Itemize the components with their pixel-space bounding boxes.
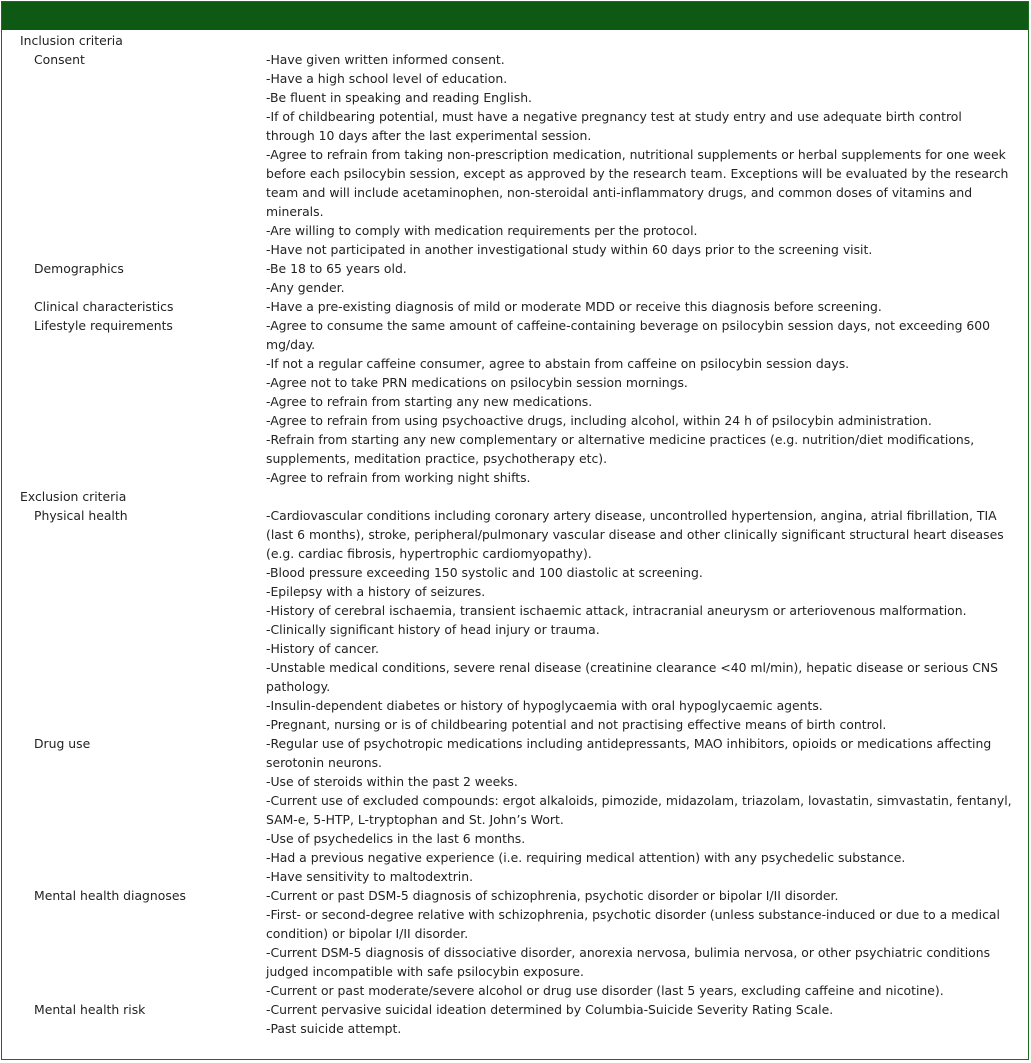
criterion-item: -Have sensitivity to maltodextrin. (266, 869, 474, 884)
criterion-item: -Pregnant, nursing or is of childbearing potential and not practising effective means of birth control. (266, 717, 887, 732)
criterion-item: -Current DSM-5 diagnosis of dissociative disorder, anorexia nervosa, bulimia nervosa, or other psychiatric conditions judged incompatible with safe psilocybin exposure. (266, 945, 991, 979)
criterion-item: -History of cerebral ischaemia, transient ischaemic attack, intracranial aneurysm or arteriovenous malformation. (266, 603, 967, 618)
criterion-item: -Unstable medical conditions, severe renal disease (creatinine clearance <40 ml/min), hepatic disease or serious CNS pathology. (266, 660, 999, 694)
criteria-list (266, 316, 1031, 487)
criterion-item: -Cardiovascular conditions including coronary artery disease, uncontrolled hypertension, angina, atrial fibrillation, TIA (last 6 months), stroke, peripheral/pulmonary vascular disease and other clinically significant structural heart diseases (e.g. cardiac fibrosis, hypertrophic cardiomyopathy). (266, 508, 1004, 561)
criterion-item: -Use of psychedelics in the last 6 months. (266, 831, 526, 846)
criteria-group (0, 734, 1031, 886)
criteria-group (0, 297, 1031, 316)
criteria-group (0, 50, 1031, 259)
criterion-item: -Refrain from starting any new complementary or alternative medicine practices (e.g. nutrition/diet modifications, supplements, meditation practice, psychotherapy etc). (266, 432, 975, 466)
criterion-item: -Agree to refrain from taking non-prescription medication, nutritional supplements or herbal supplements for one week before each psilocybin session, except as approved by the research team. Exceptions will be evaluated by the research team and will include acetaminophen, non-steroidal anti-inflammatory drugs, and common doses of vitamins and minerals. (266, 147, 1009, 219)
criteria-group (0, 886, 1031, 1000)
criterion-item: -Have a pre-existing diagnosis of mild or moderate MDD or receive this diagnosis before screening. (266, 299, 882, 314)
criteria-list (266, 50, 1031, 259)
criteria-list (266, 1000, 1031, 1038)
exclusion-criteria-heading: Exclusion criteria (20, 489, 127, 504)
criterion-item: -If not a regular caffeine consumer, agree to abstain from caffeine on psilocybin session days. (266, 356, 850, 371)
category-label: Demographics (34, 261, 124, 276)
criteria-group (0, 259, 1031, 297)
criterion-item: -Current pervasive suicidal ideation determined by Columbia-Suicide Severity Rating Scale. (266, 1002, 834, 1017)
criterion-item: -Be fluent in speaking and reading English. (266, 90, 532, 105)
criterion-item: -Epilepsy with a history of seizures. (266, 584, 486, 599)
criteria-group (0, 1000, 1031, 1038)
category-label: Clinical characteristics (34, 299, 174, 314)
criterion-item: -Had a previous negative experience (i.e. requiring medical attention) with any psychedelic substance. (266, 850, 906, 865)
inclusion-criteria-heading: Inclusion criteria (20, 33, 123, 48)
table-header-bar (2, 2, 1028, 30)
criterion-item: -Current use of excluded compounds: ergot alkaloids, pimozide, midazolam, triazolam, lovastatin, simvastatin, fentanyl, SAM-e, 5-HTP, L-tryptophan and St. John’s Wort. (266, 793, 1012, 827)
criteria-group (0, 316, 1031, 487)
criterion-item: -Agree to consume the same amount of caffeine-containing beverage on psilocybin session days, not exceeding 600 mg/day. (266, 318, 991, 352)
criterion-item: -If of childbearing potential, must have a negative pregnancy test at study entry and use adequate birth control through 10 days after the last experimental session. (266, 109, 962, 143)
criterion-item: -Current or past moderate/severe alcohol or drug use disorder (last 5 years, excluding caffeine and nicotine). (266, 983, 944, 998)
criteria-list (266, 734, 1031, 886)
category-label: Consent (34, 52, 85, 67)
criterion-item: -Any gender. (266, 280, 345, 295)
criterion-item: -Current or past DSM-5 diagnosis of schizophrenia, psychotic disorder or bipolar I/II disorder. (266, 888, 839, 903)
criterion-item: -Clinically significant history of head injury or trauma. (266, 622, 600, 637)
criterion-item: -Be 18 to 65 years old. (266, 261, 407, 276)
criterion-item: -Agree to refrain from working night shifts. (266, 470, 531, 485)
criterion-item: -Regular use of psychotropic medications including antidepressants, MAO inhibitors, opioids or medications affecting serotonin neurons. (266, 736, 992, 770)
criteria-group (0, 506, 1031, 734)
criterion-item: -Are willing to comply with medication requirements per the protocol. (266, 223, 698, 238)
criterion-item: -First- or second-degree relative with schizophrenia, psychotic disorder (unless substance-induced or due to a medical condition) or bipolar I/II disorder. (266, 907, 1000, 941)
criterion-item: -Have not participated in another investigational study within 60 days prior to the screening visit. (266, 242, 873, 257)
criterion-item: -Insulin-dependent diabetes or history of hypoglycaemia with oral hypoglycaemic agents. (266, 698, 823, 713)
criterion-item: -Past suicide attempt. (266, 1021, 402, 1036)
criterion-item: -Agree not to take PRN medications on psilocybin session mornings. (266, 375, 688, 390)
criteria-list (266, 259, 1031, 297)
criterion-item: -Agree to refrain from using psychoactive drugs, including alcohol, within 24 h of psilocybin administration. (266, 413, 932, 428)
criterion-item: -Have given written informed consent. (266, 52, 505, 67)
category-label: Lifestyle requirements (34, 318, 173, 333)
criteria-list (266, 506, 1031, 734)
category-label: Drug use (34, 736, 91, 751)
criterion-item: -Use of steroids within the past 2 weeks. (266, 774, 518, 789)
criterion-item: -Agree to refrain from starting any new medications. (266, 394, 593, 409)
criteria-list (266, 297, 1031, 316)
criteria-table (0, 31, 1031, 1038)
category-label: Mental health diagnoses (34, 888, 186, 903)
category-label: Physical health (34, 508, 128, 523)
category-label: Mental health risk (34, 1002, 146, 1017)
criterion-item: -History of cancer. (266, 641, 379, 656)
criterion-item: -Have a high school level of education. (266, 71, 508, 86)
criterion-item: -Blood pressure exceeding 150 systolic and 100 diastolic at screening. (266, 565, 703, 580)
criteria-list (266, 886, 1031, 1000)
